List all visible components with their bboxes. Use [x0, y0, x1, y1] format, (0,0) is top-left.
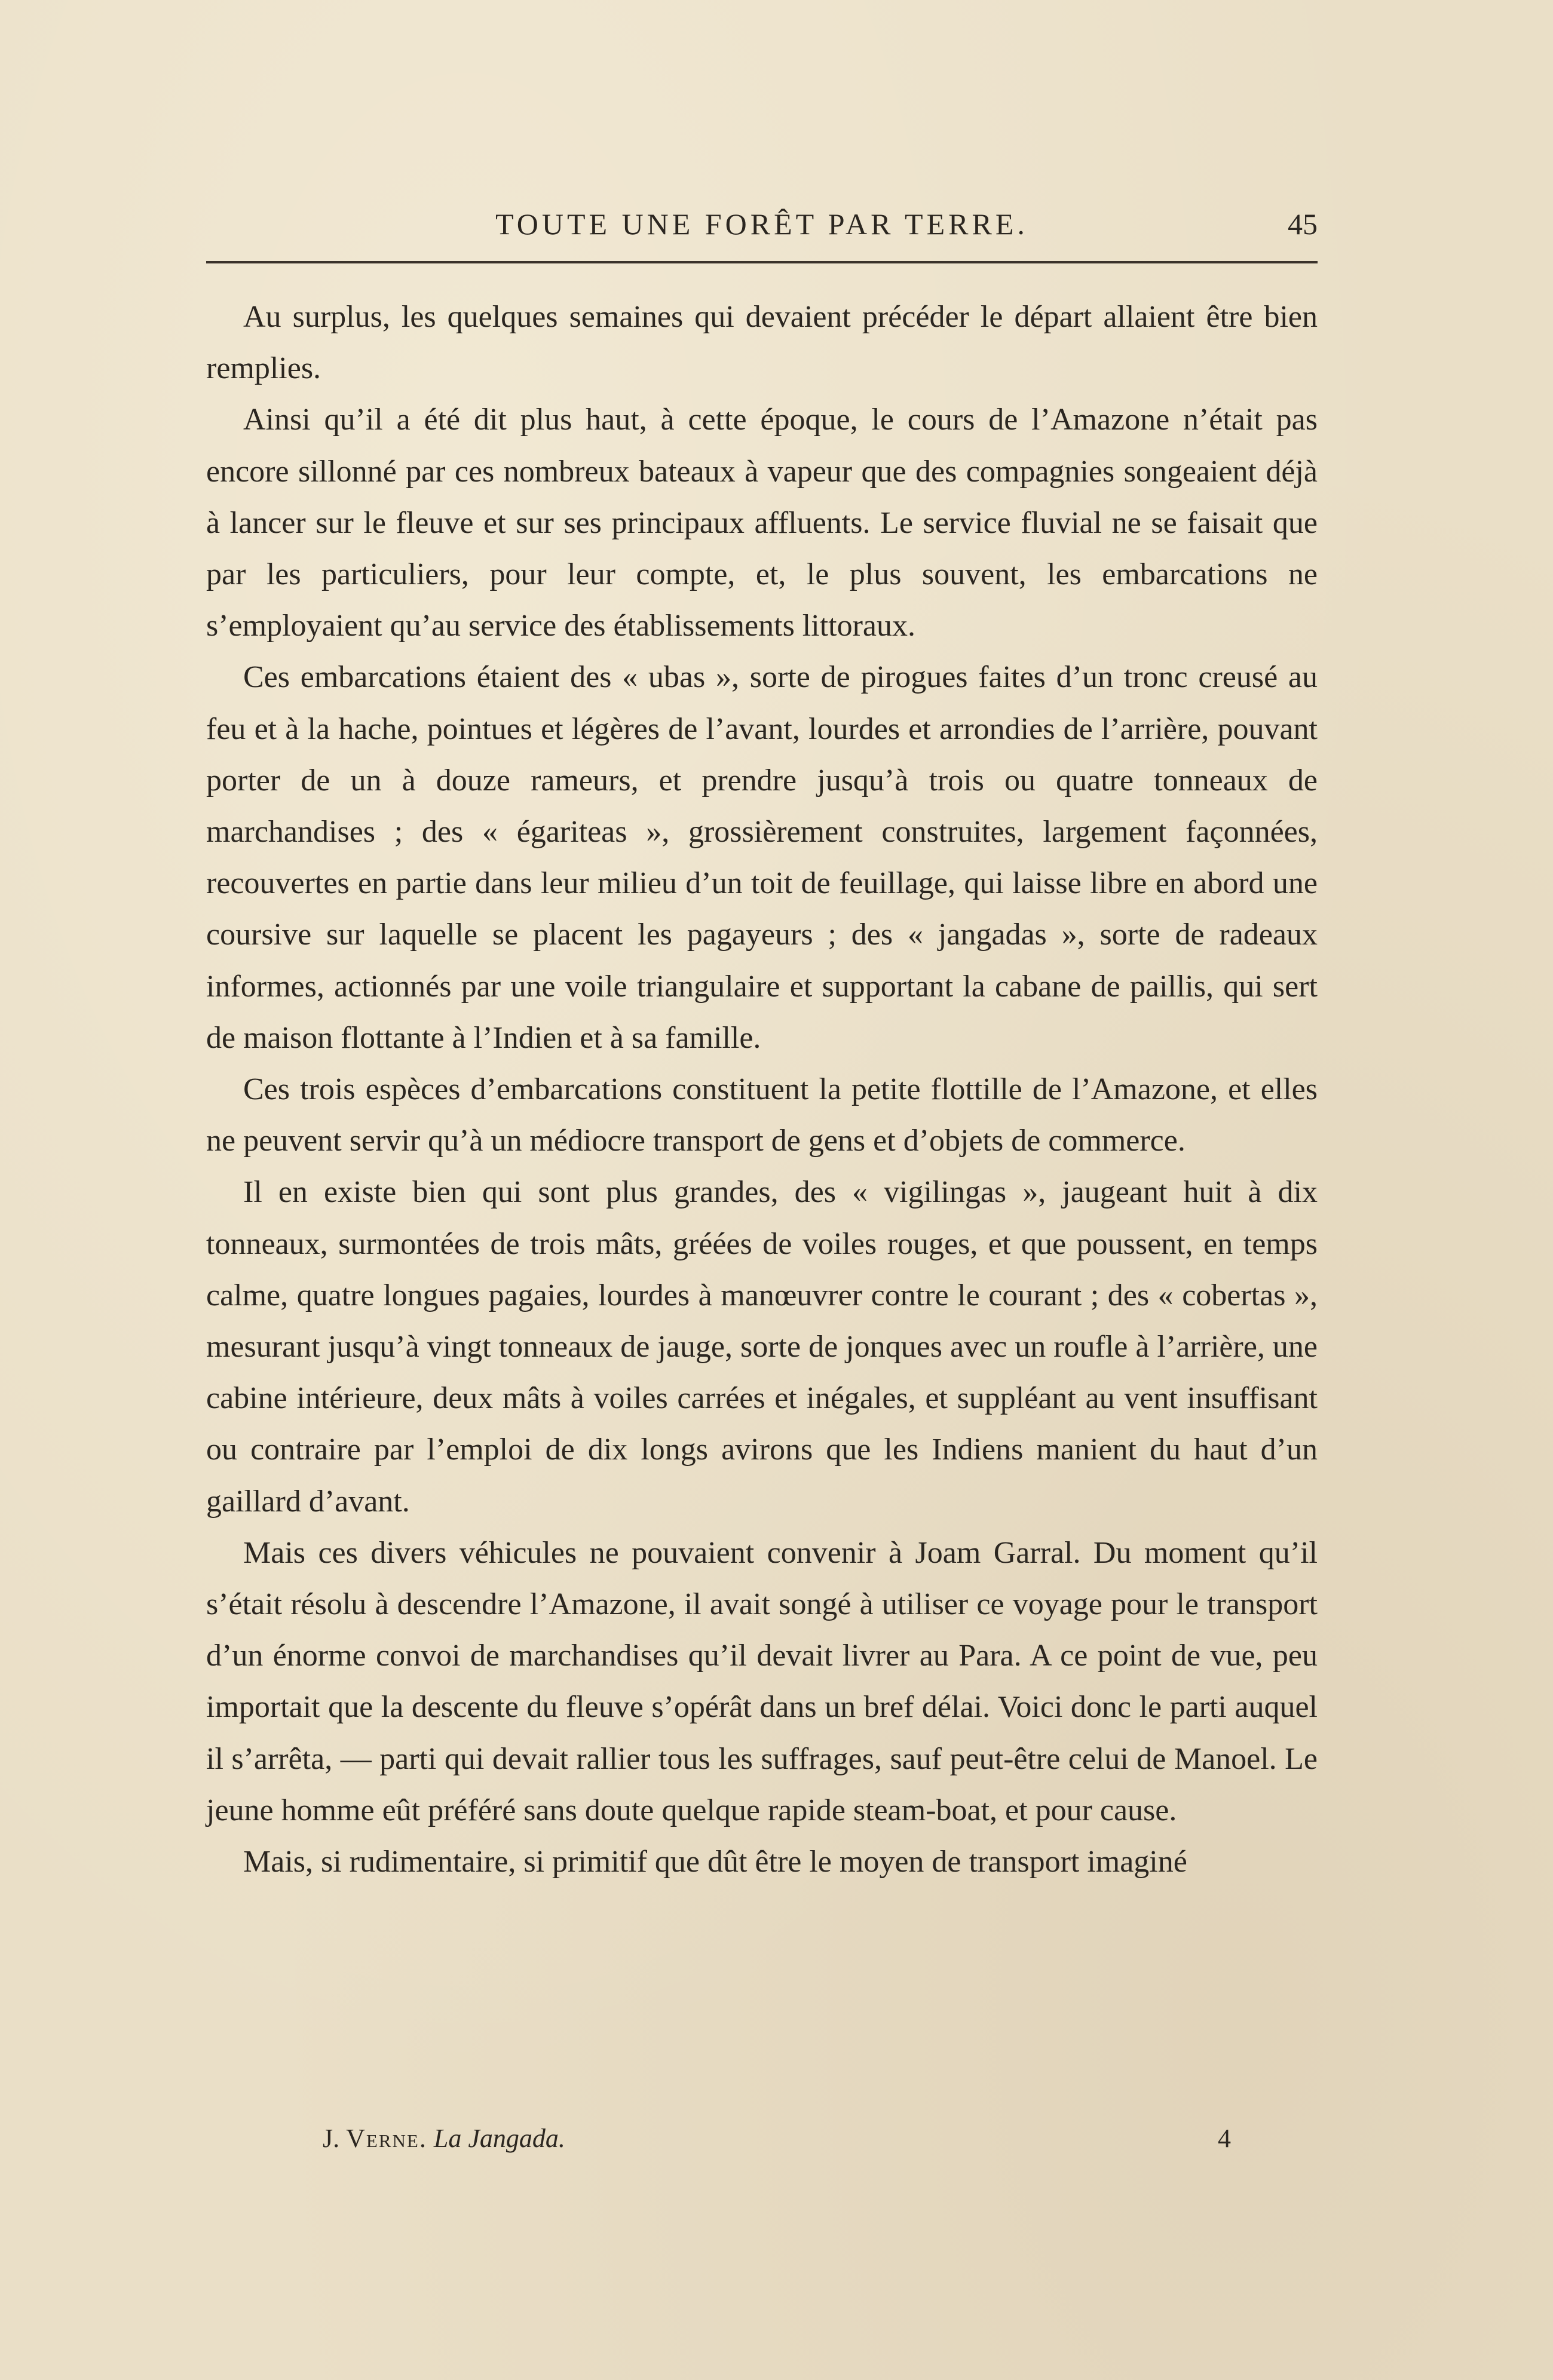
page-header	[206, 197, 1318, 251]
paragraph-1: Au surplus, les quelques semaines qui devaient précéder le départ allaient être bien remplies.	[206, 300, 1318, 386]
running-title: TOUTE UNE FORÊT PAR TERRE.	[495, 207, 1028, 241]
page-number: 45	[1288, 207, 1318, 241]
paragraph-5: Il en existe bien qui sont plus grandes, des « vigilingas », jaugeant huit à dix tonneaux, surmontées de trois mâts, gréées de voiles rouges, et que poussent, en temps calme, quatre longues pagaies, lourdes à manœuvrer contre le courant ; des « cobertas », mesurant jusqu’à vingt tonneaux de jauge, sorte de jonques avec un roufle à l’arrière, une cabine intérieure, deux mâts à voiles carrées et inégales, et suppléant au vent insuffisant ou contraire par l’emploi de dix longs avirons que les Indiens manient du haut d’un gaillard d’avant.	[206, 1175, 1318, 1519]
work-title: La Jangada.	[433, 2124, 565, 2153]
paragraph-2: Ainsi qu’il a été dit plus haut, à cette époque, le cours de l’Amazone n’était pas encore sillonné par ces nombreux bateaux à vapeur que des compagnies songeaient déjà à lancer sur le fleuve et sur ses principaux affluents. Le service fluvial ne se faisait que par les particuliers, pour leur compte, et, le plus souvent, les embarcations ne s’employaient qu’au service des établissements littoraux.	[206, 403, 1318, 643]
signature-line	[323, 2118, 565, 2160]
paragraph-3: Ces embarcations étaient des « ubas », sorte de pirogues faites d’un tronc creusé au feu et à la hache, pointues et légères de l’avant, lourdes et arrondies de l’arrière, pouvant porter de un à douze rameurs, et prendre jusqu’à trois ou quatre tonneaux de marchandises ; des « égariteas », grossièrement construites, largement façonnées, recouvertes en partie dans leur milieu d’un toit de feuillage, qui laisse libre en abord une coursive sur laquelle se placent les pagayeurs ; des « jangadas », sorte de radeaux informes, actionnés par une voile triangulaire et supportant la cabane de paillis, qui sert de maison flottante à l’Indien et à sa famille.	[206, 660, 1318, 1055]
body-text	[206, 292, 1318, 1888]
author-initial: J.	[323, 2124, 340, 2153]
sheet-number: 4	[1218, 2124, 1231, 2153]
paragraph-6: Mais ces divers véhicules ne pouvaient convenir à Joam Garral. Du moment qu’il s’était résolu à descendre l’Amazone, il avait songé à utiliser ce voyage pour le transport d’un énorme convoi de marchandises qu’il devait livrer au Para. A ce point de vue, peu importait que la descente du fleuve s’opérât dans un bref délai. Voici donc le parti auquel il s’arrêta, — parti qui devait rallier tous les suffrages, sauf peut-être celui de Manoel. Le jeune homme eût préféré sans doute quelque rapide steam-boat, et pour cause.	[206, 1535, 1318, 1827]
page-footer	[323, 2118, 1231, 2160]
author-name: Verne.	[346, 2124, 427, 2153]
paragraph-4: Ces trois espèces d’embarcations constituent la petite flottille de l’Amazone, et elles ne peuvent servir qu’à un médiocre transport de gens et d’objets de commerce.	[206, 1072, 1318, 1158]
header-rule	[206, 261, 1318, 263]
paragraph-7: Mais, si rudimentaire, si primitif que dût être le moyen de transport imaginé	[243, 1845, 1187, 1879]
